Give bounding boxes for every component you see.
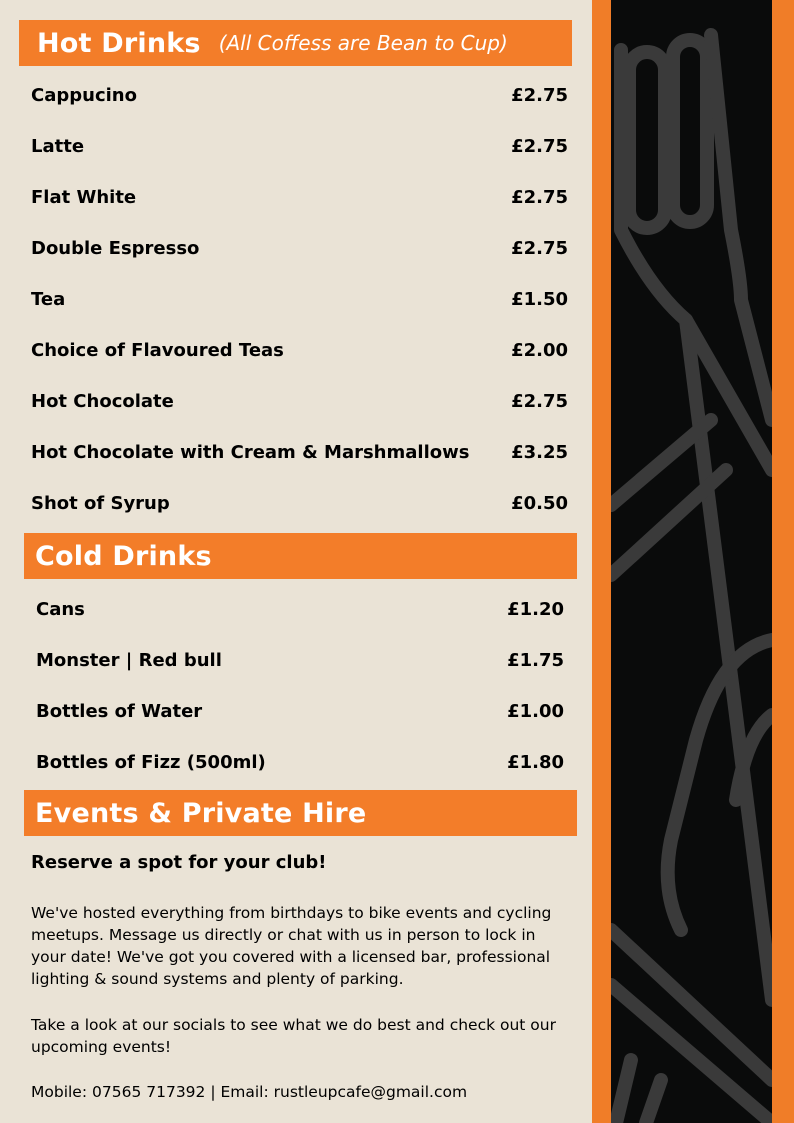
- item-price: £1.00: [507, 700, 564, 722]
- item-name: Latte: [31, 135, 85, 157]
- item-name: Monster | Red bull: [36, 649, 222, 671]
- menu-item: [31, 83, 568, 107]
- item-name: Cans: [36, 598, 85, 620]
- events-heading: Reserve a spot for your club!: [31, 852, 327, 873]
- item-name: Tea: [31, 288, 66, 310]
- menu-item: [31, 389, 568, 413]
- contact-info: Mobile: 07565 717392 | Email: rustleupcafe@gmail.com: [31, 1083, 468, 1101]
- events-paragraph: We've hosted everything from birthdays to bike events and cycling meetups. Message us directly or chat with us in person to lock in your date! We've got you covered with a licensed bar, professional lighting & sound systems and plenty of parking.: [31, 904, 552, 988]
- decorative-stripe: [592, 0, 611, 1123]
- item-price: £3.25: [511, 441, 568, 463]
- decorative-panel: [611, 0, 772, 1123]
- item-price: £2.75: [511, 84, 568, 106]
- menu-item: [31, 338, 568, 362]
- decorative-stripe: [772, 0, 794, 1123]
- cold-drinks-header: [24, 533, 577, 579]
- item-price: £1.75: [507, 649, 564, 671]
- item-name: Hot Chocolate: [31, 390, 174, 412]
- item-price: £2.00: [511, 339, 568, 361]
- item-name: Shot of Syrup: [31, 492, 170, 514]
- menu-item: [31, 440, 568, 464]
- hot-drinks-subtitle: (All Coffess are Bean to Cup): [218, 31, 508, 55]
- item-price: £1.20: [507, 598, 564, 620]
- item-name: Flat White: [31, 186, 137, 208]
- item-name: Cappucino: [31, 84, 137, 106]
- events-title: Events & Private Hire: [35, 797, 367, 829]
- events-paragraph: Take a look at our socials to see what we do best and check out our upcoming events!: [31, 1016, 556, 1056]
- item-price: £2.75: [511, 135, 568, 157]
- menu-item: [31, 134, 568, 158]
- item-price: £2.75: [511, 237, 568, 259]
- menu-item: [36, 699, 564, 723]
- item-name: Choice of Flavoured Teas: [31, 339, 284, 361]
- menu-item: [31, 236, 568, 260]
- cutlery-illustration: [611, 0, 772, 1123]
- menu-item: [36, 597, 564, 621]
- fork-icon: [621, 35, 772, 1000]
- item-price: £2.75: [511, 390, 568, 412]
- hot-drinks-header: [19, 20, 572, 66]
- menu-item: [36, 648, 564, 672]
- item-price: £2.75: [511, 186, 568, 208]
- item-name: Bottles of Fizz (500ml): [36, 751, 266, 773]
- item-name: Hot Chocolate with Cream & Marshmallows: [31, 441, 470, 463]
- item-price: £0.50: [511, 492, 568, 514]
- menu-item: [36, 750, 564, 774]
- item-name: Double Espresso: [31, 237, 200, 259]
- item-price: £1.50: [511, 288, 568, 310]
- item-name: Bottles of Water: [36, 700, 203, 722]
- cold-drinks-title: Cold Drinks: [35, 540, 212, 572]
- menu-item: [31, 491, 568, 515]
- menu-item: [31, 185, 568, 209]
- events-header: [24, 790, 577, 836]
- hot-drinks-title: Hot Drinks: [37, 27, 201, 59]
- menu-item: [31, 287, 568, 311]
- item-price: £1.80: [507, 751, 564, 773]
